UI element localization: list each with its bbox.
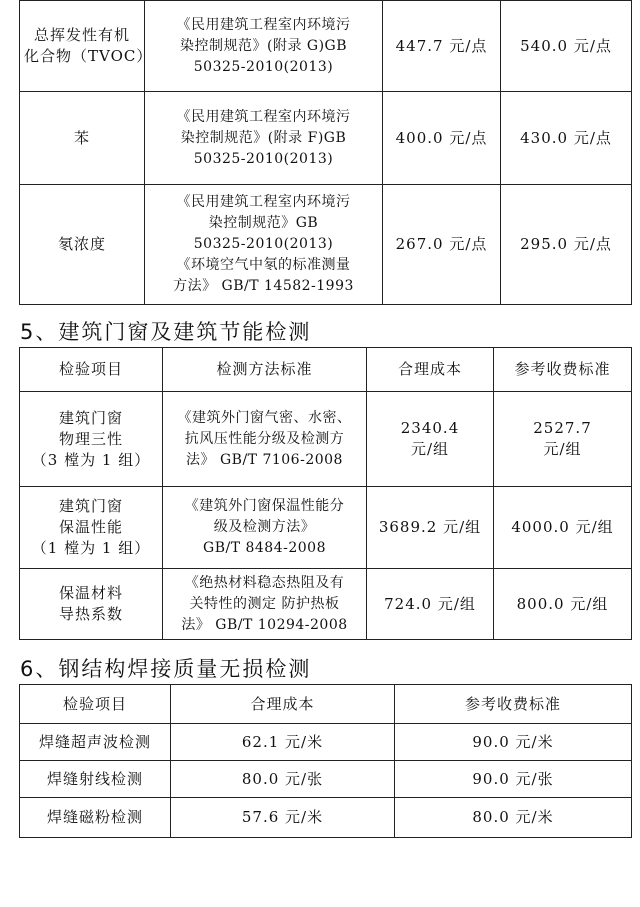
- method-cell: 《民用建筑工程室内环境污 染控制规范》(附录 G)GB 50325-2010(2013): [145, 1, 383, 92]
- fee-cell: 90.0 元/张: [395, 761, 632, 798]
- header-cost: 合理成本: [171, 685, 395, 724]
- table-row: [20, 487, 632, 569]
- item-cell: 建筑门窗 物理三性 （3 樘为 1 组）: [20, 392, 163, 487]
- header-method: 检测方法标准: [163, 348, 367, 392]
- method-cell: 《民用建筑工程室内环境污 染控制规范》GB 50325-2010(2013) 《环境空气中氡的标准测量 方法》 GB/T 14582-1993: [145, 185, 383, 305]
- method-cell: 《民用建筑工程室内环境污 染控制规范》(附录 F)GB 50325-2010(2013): [145, 92, 383, 185]
- header-fee: 参考收费标准: [395, 685, 632, 724]
- cost-cell: 400.0 元/点: [383, 92, 501, 185]
- method-cell: 《绝热材料稳态热阻及有 关特性的测定 防护热板 法》 GB/T 10294-2008: [163, 569, 367, 640]
- item-cell: 焊缝磁粉检测: [20, 798, 171, 838]
- cost-cell: 62.1 元/米: [171, 724, 395, 761]
- header-cost: 合理成本: [367, 348, 494, 392]
- cost-cell: 724.0 元/组: [367, 569, 494, 640]
- table-row: [20, 569, 632, 640]
- fee-cell: 800.0 元/组: [494, 569, 632, 640]
- item-cell: 保温材料 导热系数: [20, 569, 163, 640]
- cost-cell: 3689.2 元/组: [367, 487, 494, 569]
- fee-cell: 80.0 元/米: [395, 798, 632, 838]
- item-cell: 焊缝超声波检测: [20, 724, 171, 761]
- cost-cell: 80.0 元/张: [171, 761, 395, 798]
- table-row: [20, 392, 632, 487]
- cost-cell: 57.6 元/米: [171, 798, 395, 838]
- table-header-row: [20, 685, 632, 724]
- fee-cell: 90.0 元/米: [395, 724, 632, 761]
- steel-weld-table: [19, 684, 632, 838]
- table-row: [20, 92, 632, 185]
- table-row: [20, 724, 632, 761]
- indoor-environment-table: [19, 0, 632, 305]
- item-cell: 总挥发性有机 化合物（TVOC）: [20, 1, 145, 92]
- method-cell: 《建筑外门窗气密、水密、 抗风压性能分级及检测方 法》 GB/T 7106-2008: [163, 392, 367, 487]
- header-fee: 参考收费标准: [494, 348, 632, 392]
- item-cell: 建筑门窗 保温性能 （1 樘为 1 组）: [20, 487, 163, 569]
- cost-cell: 447.7 元/点: [383, 1, 501, 92]
- fee-cell: 540.0 元/点: [501, 1, 632, 92]
- table-row: [20, 761, 632, 798]
- fee-cell: 4000.0 元/组: [494, 487, 632, 569]
- item-cell: 苯: [20, 92, 145, 185]
- table-row: [20, 1, 632, 92]
- table-row: [20, 185, 632, 305]
- header-item: 检验项目: [20, 348, 163, 392]
- item-cell: 氡浓度: [20, 185, 145, 305]
- fee-cell: 2527.7 元/组: [494, 392, 632, 487]
- item-cell: 焊缝射线检测: [20, 761, 171, 798]
- section-5-heading: 5、建筑门窗及建筑节能检测: [20, 320, 312, 344]
- cost-cell: 267.0 元/点: [383, 185, 501, 305]
- cost-cell: 2340.4 元/组: [367, 392, 494, 487]
- header-item: 检验项目: [20, 685, 171, 724]
- method-cell: 《建筑外门窗保温性能分 级及检测方法》 GB/T 8484-2008: [163, 487, 367, 569]
- doors-windows-table: [19, 347, 632, 640]
- section-6-heading: 6、钢结构焊接质量无损检测: [20, 657, 312, 681]
- table-header-row: [20, 348, 632, 392]
- fee-cell: 430.0 元/点: [501, 92, 632, 185]
- table-row: [20, 798, 632, 838]
- fee-cell: 295.0 元/点: [501, 185, 632, 305]
